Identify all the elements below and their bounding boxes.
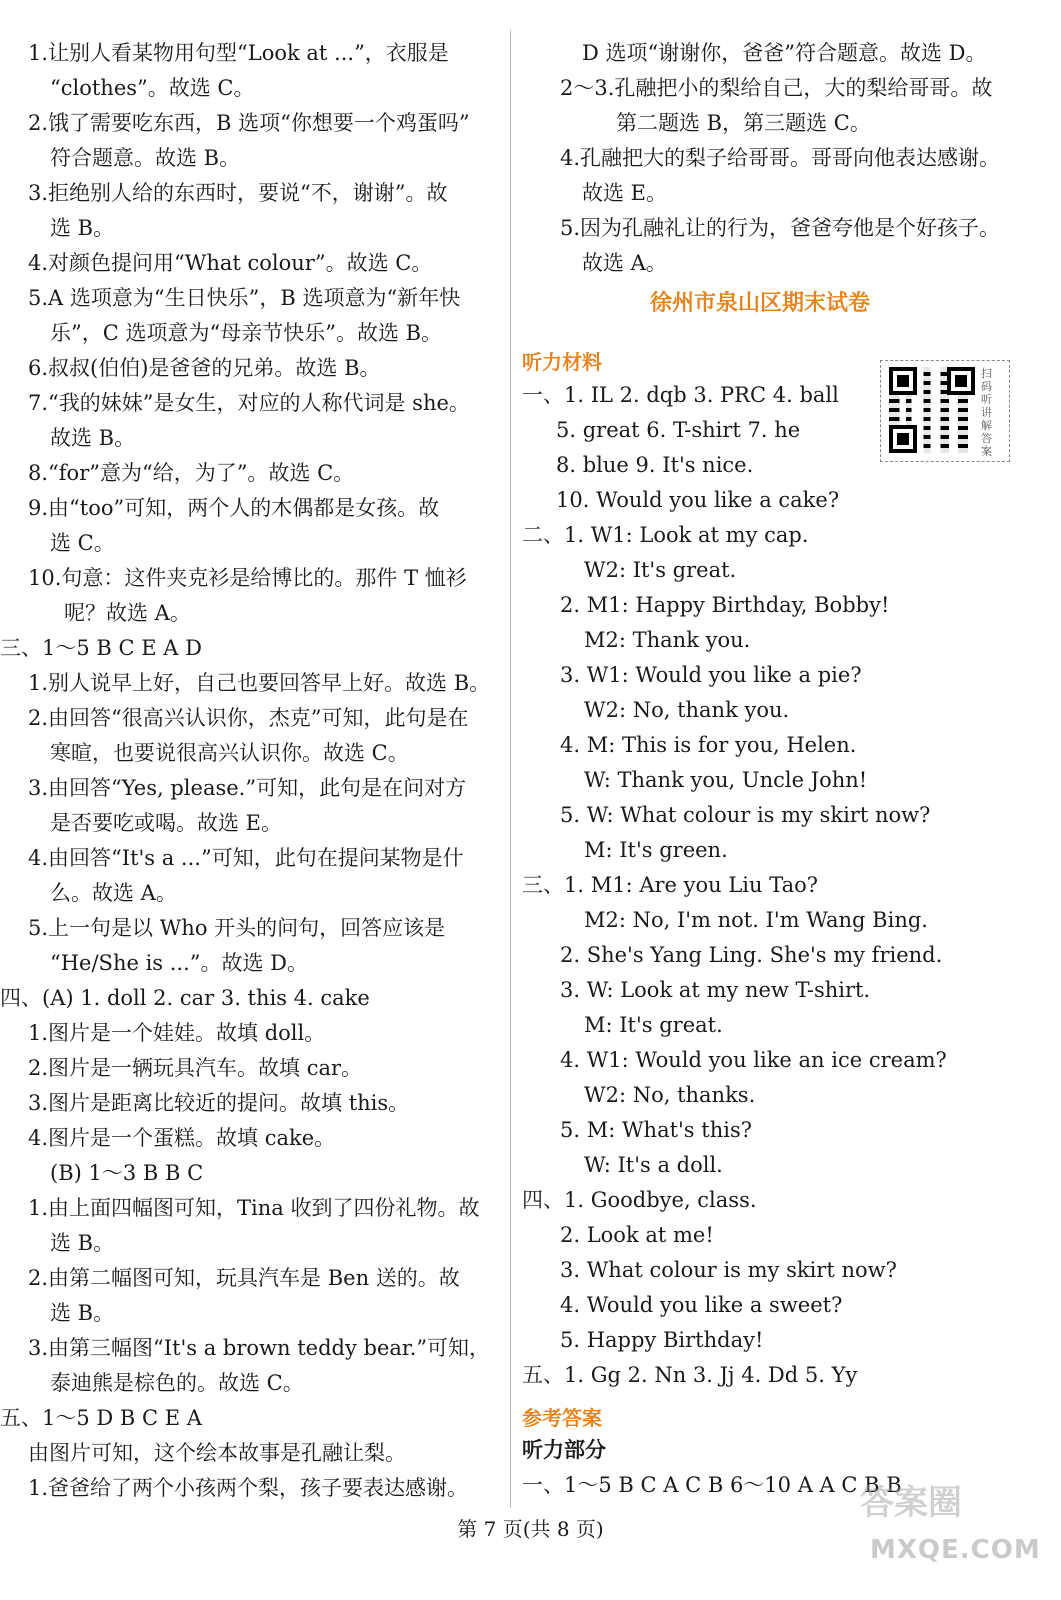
left-line: 5.上一句是以 Who 开头的问句，回答应该是 (28, 916, 446, 940)
watermark-logo: 答案圈 (860, 1483, 962, 1523)
right-line: 第二题选 B，第三题选 C。 (616, 111, 871, 135)
left-line: 乐”，C 选项意为“母亲节快乐”。故选 B。 (50, 321, 443, 345)
right-line: 故选 A。 (582, 251, 667, 275)
right-line: 4.孔融把大的梨子给哥哥。哥哥向他表达感谢。 (560, 146, 1001, 170)
answers-line: 一、1～5 B C A C B 6～10 A A C B B (522, 1473, 902, 1497)
left-line: 2.饿了需要吃东西，B 选项“你想要一个鸡蛋吗” (28, 111, 470, 135)
right-line: 5. M: What's this? (560, 1118, 752, 1142)
left-line: 3.图片是距离比较近的提问。故填 this。 (28, 1091, 410, 1115)
right-line: M2: Thank you. (584, 628, 751, 652)
right-line: 故选 E。 (582, 181, 668, 205)
right-line: 2. M1: Happy Birthday, Bobby! (560, 593, 890, 617)
qr-corner (947, 367, 975, 395)
left-line: 泰迪熊是棕色的。故选 C。 (50, 1371, 304, 1395)
left-line: 选 C。 (50, 531, 115, 555)
right-line: 5. great 6. T-shirt 7. he (556, 418, 801, 442)
right-line: 四、1. Goodbye, class. (522, 1188, 757, 1212)
right-line: 一、1. IL 2. dqb 3. PRC 4. ball (522, 383, 839, 407)
right-line: D 选项“谢谢你，爸爸”符合题意。故选 D。 (582, 41, 987, 65)
right-line: 3. What colour is my skirt now? (560, 1258, 897, 1282)
left-line: 3.拒绝别人给的东西时，要说“不，谢谢”。故 (28, 181, 448, 205)
right-line: 2. She's Yang Ling. She's my friend. (560, 943, 943, 967)
left-line: 四、(A) 1. doll 2. car 3. this 4. cake (0, 986, 370, 1010)
right-line: 五、1. Gg 2. Nn 3. Jj 4. Dd 5. Yy (522, 1363, 858, 1387)
left-line: 9.由“too”可知，两个人的木偶都是女孩。故 (28, 496, 440, 520)
left-line: 故选 B。 (50, 426, 136, 450)
right-line: W: It's a doll. (584, 1153, 723, 1177)
right-line: 3. W1: Would you like a pie? (560, 663, 862, 687)
left-line: 五、1～5 D B C E A (0, 1406, 202, 1430)
right-line: 4. W1: Would you like an ice cream? (560, 1048, 947, 1072)
right-line: 4. Would you like a sweet? (560, 1293, 843, 1317)
right-line: 2～3.孔融把小的梨给自己，大的梨给哥哥。故 (560, 76, 993, 100)
qr-code-box (880, 360, 1010, 462)
watermark-url: MXQE.COM (870, 1535, 1041, 1565)
right-line: 10. Would you like a cake? (556, 488, 840, 512)
left-line: 由图片可知，这个绘本故事是孔融让梨。 (28, 1441, 406, 1465)
right-line: 5. W: What colour is my skirt now? (560, 803, 931, 827)
left-line: 1.图片是一个娃娃。故填 doll。 (28, 1021, 326, 1045)
left-line: 7.“我的妹妹”是女生，对应的人称代词是 she。 (28, 391, 470, 415)
right-line: W2: No, thanks. (584, 1083, 756, 1107)
right-line: M: It's great. (584, 1013, 723, 1037)
left-line: 4.对颜色提问用“What colour”。故选 C。 (28, 251, 433, 275)
left-line: 三、1～5 B C E A D (0, 636, 202, 660)
left-line: 1.由上面四幅图可知，Tina 收到了四份礼物。故 (28, 1196, 480, 1220)
right-line: W: Thank you, Uncle John! (584, 768, 868, 792)
left-line: 2.由第二幅图可知，玩具汽车是 Ben 送的。故 (28, 1266, 460, 1290)
right-line: 5.因为孔融礼让的行为，爸爸夸他是个好孩子。 (560, 216, 1001, 240)
right-line: M2: No, I'm not. I'm Wang Bing. (584, 908, 928, 932)
right-line: 8. blue 9. It's nice. (556, 453, 754, 477)
left-line: 5.A 选项意为“生日快乐”，B 选项意为“新年快 (28, 286, 461, 310)
right-line: 2. Look at me! (560, 1223, 714, 1247)
listening-part-heading: 听力部分 (522, 1437, 606, 1462)
listening-material-heading: 听力材料 (522, 350, 602, 374)
left-line: 符合题意。故选 B。 (50, 146, 241, 170)
left-line: 8.“for”意为“给，为了”。故选 C。 (28, 461, 355, 485)
qr-label: 扫码听讲解答案 (981, 367, 992, 458)
left-line: 呢？故选 A。 (64, 601, 191, 625)
left-line: 么。故选 A。 (50, 881, 177, 905)
right-line: W2: It's great. (584, 558, 737, 582)
column-divider (510, 30, 511, 1508)
left-line: (B) 1～3 B B C (50, 1161, 204, 1185)
left-line: 选 B。 (50, 1301, 115, 1325)
left-line: 1.爸爸给了两个小孩两个梨，孩子要表达感谢。 (28, 1476, 469, 1500)
left-line: 4.由回答“It's a ...”可知，此句在提问某物是什 (28, 846, 464, 870)
left-line: 10.句意：这件夹克衫是给博比的。那件 T 恤衫 (28, 566, 467, 590)
left-line: 选 B。 (50, 1231, 115, 1255)
right-line: M: It's green. (584, 838, 728, 862)
left-line: 4.图片是一个蛋糕。故填 cake。 (28, 1126, 336, 1150)
left-line: “clothes”。故选 C。 (50, 76, 255, 100)
left-line: 2.由回答“很高兴认识你，杰克”可知，此句是在 (28, 706, 469, 730)
right-line: 二、1. W1: Look at my cap. (522, 523, 809, 547)
right-line: 三、1. M1: Are you Liu Tao? (522, 873, 818, 897)
right-line: W2: No, thank you. (584, 698, 790, 722)
right-line: 5. Happy Birthday! (560, 1328, 764, 1352)
left-line: 寒暄，也要说很高兴认识你。故选 C。 (50, 741, 409, 765)
section-title: 徐州市泉山区期末试卷 (650, 291, 871, 316)
page-footer: 第 7 页(共 8 页) (457, 1517, 604, 1541)
left-line: 是否要吃或喝。故选 E。 (50, 811, 283, 835)
right-line: 4. M: This is for you, Helen. (560, 733, 857, 757)
left-line: 6.叔叔(伯伯)是爸爸的兄弟。故选 B。 (28, 356, 381, 380)
left-line: 1.别人说早上好，自己也要回答早上好。故选 B。 (28, 671, 491, 695)
right-line: 3. W: Look at my new T-shirt. (560, 978, 871, 1002)
left-line: 3.由回答“Yes, please.”可知，此句是在问对方 (28, 776, 467, 800)
qr-corner (889, 367, 917, 395)
left-line: “He/She is ...”。故选 D。 (50, 951, 309, 975)
left-line: 2.图片是一辆玩具汽车。故填 car。 (28, 1056, 363, 1080)
left-line: 选 B。 (50, 216, 115, 240)
answers-heading: 参考答案 (522, 1406, 602, 1430)
left-line: 1.让别人看某物用句型“Look at ...”，衣服是 (28, 41, 449, 65)
qr-code-icon (889, 367, 975, 453)
qr-corner (889, 425, 917, 453)
left-line: 3.由第三幅图“It's a brown teddy bear.”可知， (28, 1336, 491, 1360)
